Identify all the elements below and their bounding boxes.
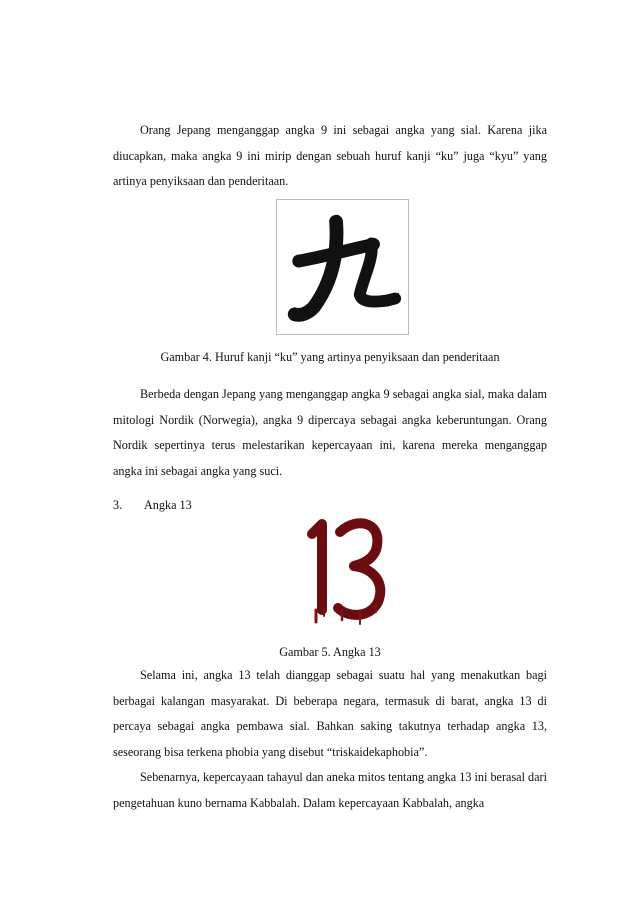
paragraph-ku-kyu: Orang Jepang menganggap angka 9 ini sebagai angka yang sial. Karena jika diucapkan, maka angka 9 ini mirip dengan sebuah huruf kanji “ku” juga “kyu” yang artinya penyiksaan dan penderitaan. [113, 123, 547, 189]
section-heading-angka-13 [113, 496, 192, 514]
figure-5-caption: Gambar 5. Angka 13 [279, 645, 381, 659]
figure-4-caption: Gambar 4. Huruf kanji “ku” yang artinya penyiksaan dan penderitaan [160, 350, 500, 364]
kanji-ku-figure [276, 199, 409, 335]
number-13-painted-image [302, 512, 394, 628]
paragraph-kabbalah: Sebenarnya, kepercayaan tahayul dan aneka mitos tentang angka 13 ini berasal dari pengetahuan kuno bernama Kabbalah. Dalam kepercayaan Kabbalah, angka [113, 770, 547, 810]
number-13-figure [302, 512, 394, 628]
kanji-ku-brush-image [277, 200, 408, 334]
paragraph-nordik: Berbeda dengan Jepang yang menganggap angka 9 sebagai angka sial, maka dalam mitologi Nordik (Norwegia), angka 9 dipercaya sebagai angka keberuntungan. Orang Nordik sepertinya terus melestarikan kepercayaan ini, karena mereka menganggap angka ini sebagai angka yang suci. [113, 387, 547, 478]
section-number: 3. [113, 498, 123, 512]
section-title: Angka 13 [144, 498, 192, 512]
paragraph-angka-13: Selama ini, angka 13 telah dianggap sebagai suatu hal yang menakutkan bagi berbagai kalangan masyarakat. Di beberapa negara, termasuk di barat, angka 13 di percaya sebagai angka pembawa sial. Bahkan saking takutnya terhadap angka 13, seseorang bisa terkena phobia yang disebut “triskaidekaphobia”. [113, 668, 547, 759]
